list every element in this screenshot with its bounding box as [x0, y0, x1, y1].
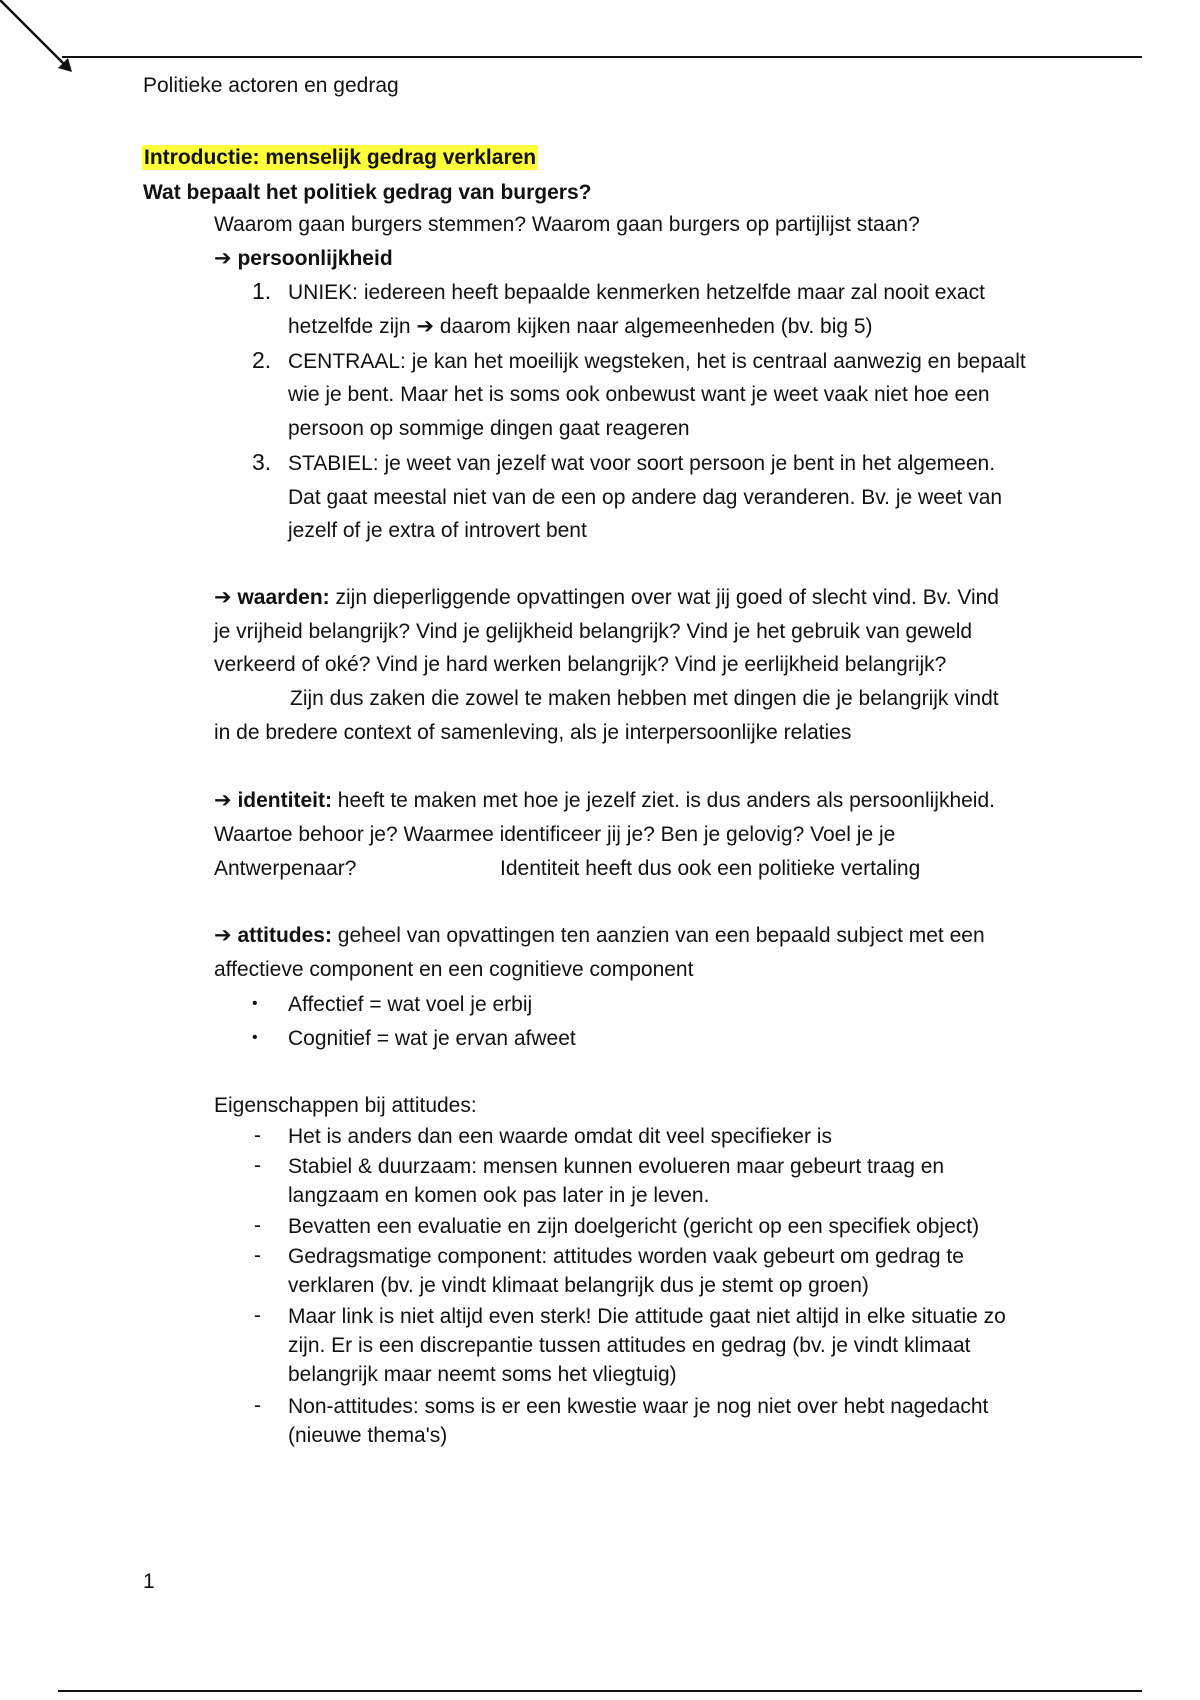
list-item-text: Dat gaat meestal niet van de een op andere dag veranderen. Bv. je weet van — [288, 486, 1003, 509]
arrow-right-icon: ➔ — [214, 247, 232, 270]
values-text: Zijn dus zaken die zowel te maken hebben met dingen die je belangrijk vindt — [290, 687, 999, 710]
identity-text: heeft te maken met hoe je jezelf ziet. is dus anders als persoonlijkheid. — [337, 789, 995, 812]
list-item-text: hetzelfde zijn ➔ daarom kijken naar algemeenheden (bv. big 5) — [288, 315, 873, 338]
list-item: Maar link is niet altijd even sterk! Die attitude gaat niet altijd in elke situatie zo — [288, 1305, 1006, 1328]
list-item: Gedragsmatige component: attitudes worden vaak gebeurt om gedrag te — [288, 1245, 964, 1268]
identity-paragraph — [214, 788, 995, 814]
attitudes-text: affectieve component en een cognitieve component — [214, 958, 694, 981]
bullet-icon: • — [252, 995, 258, 1012]
list-item — [288, 451, 995, 477]
dash-icon: - — [254, 1244, 261, 1267]
list-item — [288, 349, 1026, 375]
dash-icon: - — [254, 1124, 261, 1147]
intro-question: Wat bepaalt het politiek gedrag van burgers? — [143, 181, 592, 204]
header-rule — [62, 56, 1142, 58]
list-item-continued: langzaam en komen ook pas later in je leven. — [288, 1184, 710, 1207]
personality-heading-text: persoonlijkheid — [237, 247, 393, 270]
list-item-text: persoon op sommige dingen gaat reageren — [288, 417, 690, 440]
values-text: zijn dieperliggende opvattingen over wat jij goed of slecht vind. Bv. Vind — [335, 586, 999, 609]
list-item-label: STABIEL: — [288, 452, 379, 475]
list-item-label: UNIEK: — [288, 281, 359, 304]
list-number: 3. — [252, 449, 272, 475]
bullet-item: Cognitief = wat je ervan afweet — [288, 1027, 576, 1050]
arrow-right-icon: ➔ — [214, 789, 232, 812]
properties-title: Eigenschappen bij attitudes: — [214, 1094, 477, 1117]
values-text: verkeerd of oké? Vind je hard werken belangrijk? Vind je eerlijkheid belangrijk? — [214, 653, 947, 676]
attitudes-paragraph — [214, 923, 985, 949]
list-item: Stabiel & duurzaam: mensen kunnen evolueren maar gebeurt traag en — [288, 1155, 945, 1178]
values-heading: waarden: — [237, 586, 330, 609]
list-item-text: jezelf of je extra of introvert bent — [288, 519, 587, 542]
footer-rule — [58, 1690, 1142, 1692]
identity-heading: identiteit: — [237, 789, 332, 812]
values-text: in de bredere context of samenleving, als je interpersoonlijke relaties — [214, 721, 852, 744]
list-item-continued: belangrijk maar neemt soms het vliegtuig) — [288, 1363, 677, 1386]
attitudes-heading: attitudes: — [237, 924, 332, 947]
dash-icon: - — [254, 1394, 261, 1417]
bullet-icon: • — [252, 1029, 258, 1046]
list-item-text: iedereen heeft bepaalde kenmerken hetzelfde maar zal nooit exact — [363, 281, 985, 304]
list-item: Non-attitudes: soms is er een kwestie waar je nog niet over hebt nagedacht — [288, 1395, 989, 1418]
list-item-continued: zijn. Er is een discrepantie tussen attitudes en gedrag (bv. je vindt klimaat — [288, 1334, 971, 1357]
attitudes-text: geheel van opvattingen ten aanzien van een bepaald subject met een — [337, 924, 985, 947]
intro-heading — [142, 145, 538, 171]
list-item — [288, 280, 985, 306]
dash-icon: - — [254, 1154, 261, 1177]
values-text: je vrijheid belangrijk? Vind je gelijkheid belangrijk? Vind je het gebruik van geweld — [214, 620, 973, 643]
list-item-label: CENTRAAL: — [288, 350, 406, 373]
list-number: 2. — [252, 347, 272, 373]
intro-sub-question: Waarom gaan burgers stemmen? Waarom gaan burgers op partijlijst staan? — [214, 213, 920, 236]
dash-icon: - — [254, 1304, 261, 1327]
identity-text: Antwerpenaar? — [214, 857, 357, 880]
arrow-right-icon: ➔ — [214, 924, 232, 947]
list-item-text: je weet van jezelf wat voor soort persoon je bent in het algemeen. — [384, 452, 996, 475]
list-item: Bevatten een evaluatie en zijn doelgericht (gericht op een specifiek object) — [288, 1215, 980, 1238]
list-item-text: wie je bent. Maar het is soms ook onbewust want je weet vaak niet hoe een — [288, 383, 990, 406]
values-paragraph — [214, 585, 999, 611]
header-title: Politieke actoren en gedrag — [143, 74, 399, 97]
list-item-continued: verklaren (bv. je vindt klimaat belangrijk dus je stemt op groen) — [288, 1274, 869, 1297]
bullet-item: Affectief = wat voel je erbij — [288, 993, 533, 1016]
dash-icon: - — [254, 1214, 261, 1237]
intro-heading-highlight: Introductie: menselijk gedrag verklaren — [144, 146, 537, 169]
identity-text: Waartoe behoor je? Waarmee identificeer jij je? Ben je gelovig? Voel je je — [214, 823, 896, 846]
personality-heading — [214, 246, 393, 272]
list-number: 1. — [252, 278, 272, 304]
list-item: Het is anders dan een waarde omdat dit veel specifieker is — [288, 1125, 832, 1148]
identity-text: Identiteit heeft dus ook een politieke vertaling — [500, 857, 921, 880]
arrow-right-icon: ➔ — [214, 586, 232, 609]
page-number: 1 — [143, 1570, 155, 1593]
list-item-text: je kan het moeilijk wegsteken, het is centraal aanwezig en bepaalt — [411, 350, 1026, 373]
corner-arrow-icon — [0, 0, 90, 80]
list-item-continued: (nieuwe thema's) — [288, 1424, 448, 1447]
